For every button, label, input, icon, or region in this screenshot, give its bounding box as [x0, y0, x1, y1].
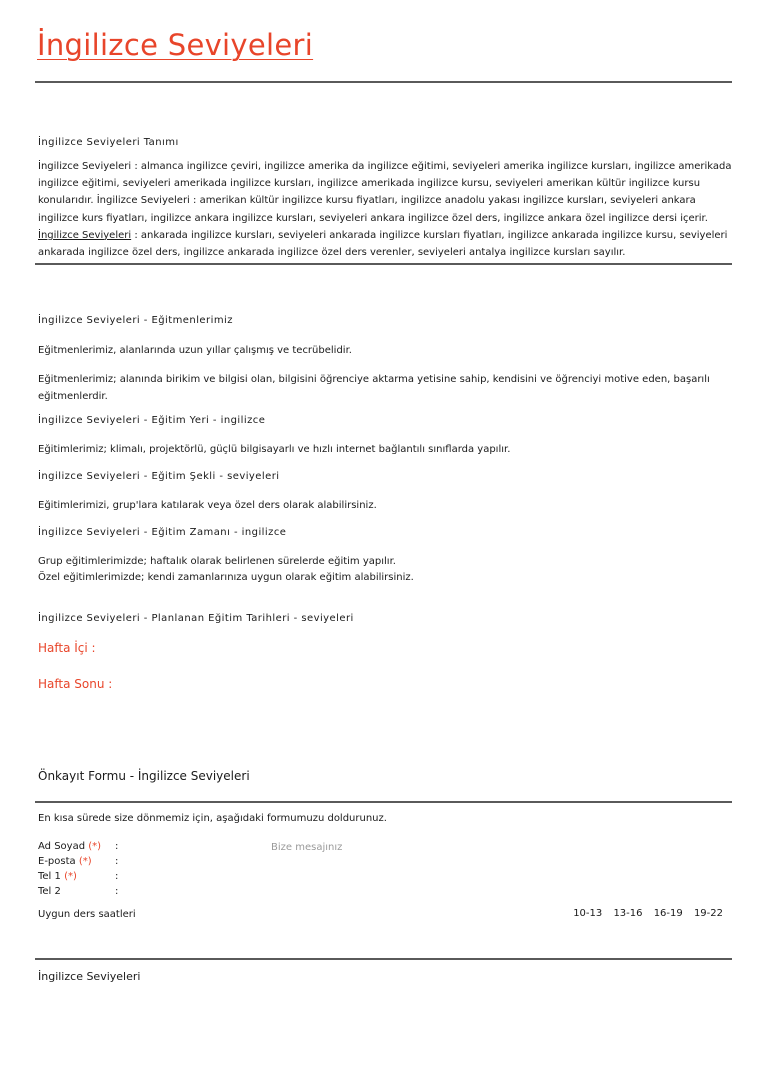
weekday-label: Hafta İçi : — [38, 641, 96, 655]
location-heading: İngilizce Seviyeleri - Eğitim Yeri - ingilizce — [38, 415, 266, 426]
definition-paragraph — [38, 158, 732, 261]
time-slot[interactable]: 16-19 — [653, 908, 683, 919]
form-title: Önkayıt Formu - İngilizce Seviyeleri — [38, 769, 250, 783]
definition-text-start: İngilizce Seviyeleri : almanca ingilizce çeviri, ingilizce amerika da ingilizce eğitimi, seviyeleri amerika ingilizce kursları, ingilizce amerikada ingilizce eğitimi, seviyeleri amerikada ingilizce kursları, ingilizce amerikada ingilizce kursu, seviyeleri amerikan kültür ingilizce kursu konularıdır. İngilizce Seviyeleri : amerikan kültür ingilizce kursu fiyatları, ingilizce anadolu yakası ingilizce kursları, seviyeleri ankara ingilizce kurs fiyatları, ingilizce ankara ingilizce kursları, seviyeleri ankara ingilizce özel ders, ingilizce ankara özel ingilizce dersi içerir. — [38, 161, 732, 224]
definition-text-end: : ankarada ingilizce kursları, seviyeleri ankarada ingilizce kursları fiyatları, ingilizce ankarada ingilizce kursu, seviyeleri ankarada ingilizce özel ders, ingilizce ankarada ingilizce özel ders verenler, seviyeleri antalya ingilizce kursları sayılır. — [38, 229, 728, 259]
time-slot[interactable]: 10-13 — [573, 908, 603, 919]
email-field[interactable] — [38, 856, 115, 867]
page-title: İngilizce Seviyeleri — [37, 28, 314, 62]
location-text: Eğitimlerimiz; klimalı, projektörlü, güçlü bilgisayarlı ve hızlı internet bağlantılı sınıflarda yapılır. — [38, 444, 511, 455]
field-label: Tel 2 — [38, 886, 61, 897]
divider — [35, 263, 732, 265]
divider — [35, 801, 732, 803]
footer-title: İngilizce Seviyeleri — [38, 970, 141, 983]
phone1-field[interactable] — [38, 871, 115, 882]
field-label: Ad Soyad — [38, 841, 86, 852]
time-slot[interactable]: 19-22 — [693, 908, 723, 919]
format-heading: İngilizce Seviyeleri - Eğitim Şekli - seviyeleri — [38, 471, 280, 482]
time-slot-options — [565, 908, 723, 919]
phone2-field[interactable] — [38, 886, 115, 897]
field-label: E-posta — [38, 856, 76, 867]
message-textarea[interactable]: Bize mesajınız — [271, 842, 343, 853]
instructors-line-2: Eğitmenlerimiz; alanında birikim ve bilgisi olan, bilgisini öğrenciye aktarma yetisine sahip, kendisini ve öğrenciyi motive eden, başarılı eğitmenlerdir. — [38, 374, 710, 403]
schedule-heading: İngilizce Seviyeleri - Planlanan Eğitim Tarihleri - seviyeleri — [38, 613, 354, 624]
timing-line-2: Özel eğitimlerimizde; kendi zamanlarınıza uygun olarak eğitim alabilirsiniz. — [38, 572, 414, 583]
format-text: Eğitimlerimizi, grup'lara katılarak veya özel ders olarak alabilirsiniz. — [38, 500, 377, 511]
field-colon: : — [115, 841, 119, 852]
form-intro: En kısa sürede size dönmemiz için, aşağıdaki formumuzu doldurunuz. — [38, 813, 387, 824]
required-marker: (*) — [64, 871, 77, 882]
field-colon: : — [115, 886, 119, 897]
definition-heading: İngilizce Seviyeleri Tanımı — [38, 137, 179, 148]
name-field[interactable] — [38, 841, 115, 852]
hours-label: Uygun ders saatleri — [38, 909, 136, 920]
required-marker: (*) — [88, 841, 102, 852]
time-slot[interactable]: 13-16 — [613, 908, 643, 919]
divider — [35, 81, 732, 83]
required-marker: (*) — [78, 856, 92, 867]
timing-line-1: Grup eğitimlerimizde; haftalık olarak belirlenen sürelerde eğitim yapılır. — [38, 556, 396, 567]
instructors-heading: İngilizce Seviyeleri - Eğitmenlerimiz — [38, 315, 233, 326]
definition-link[interactable]: İngilizce Seviyeleri — [38, 229, 132, 241]
timing-heading: İngilizce Seviyeleri - Eğitim Zamanı - ingilizce — [38, 527, 287, 538]
divider — [35, 958, 732, 960]
field-label: Tel 1 — [38, 871, 61, 882]
field-colon: : — [115, 856, 119, 867]
weekend-label: Hafta Sonu : — [38, 677, 113, 691]
instructors-line-1: Eğitmenlerimiz, alanlarında uzun yıllar çalışmış ve tecrübelidir. — [38, 345, 352, 356]
field-colon: : — [115, 871, 119, 882]
